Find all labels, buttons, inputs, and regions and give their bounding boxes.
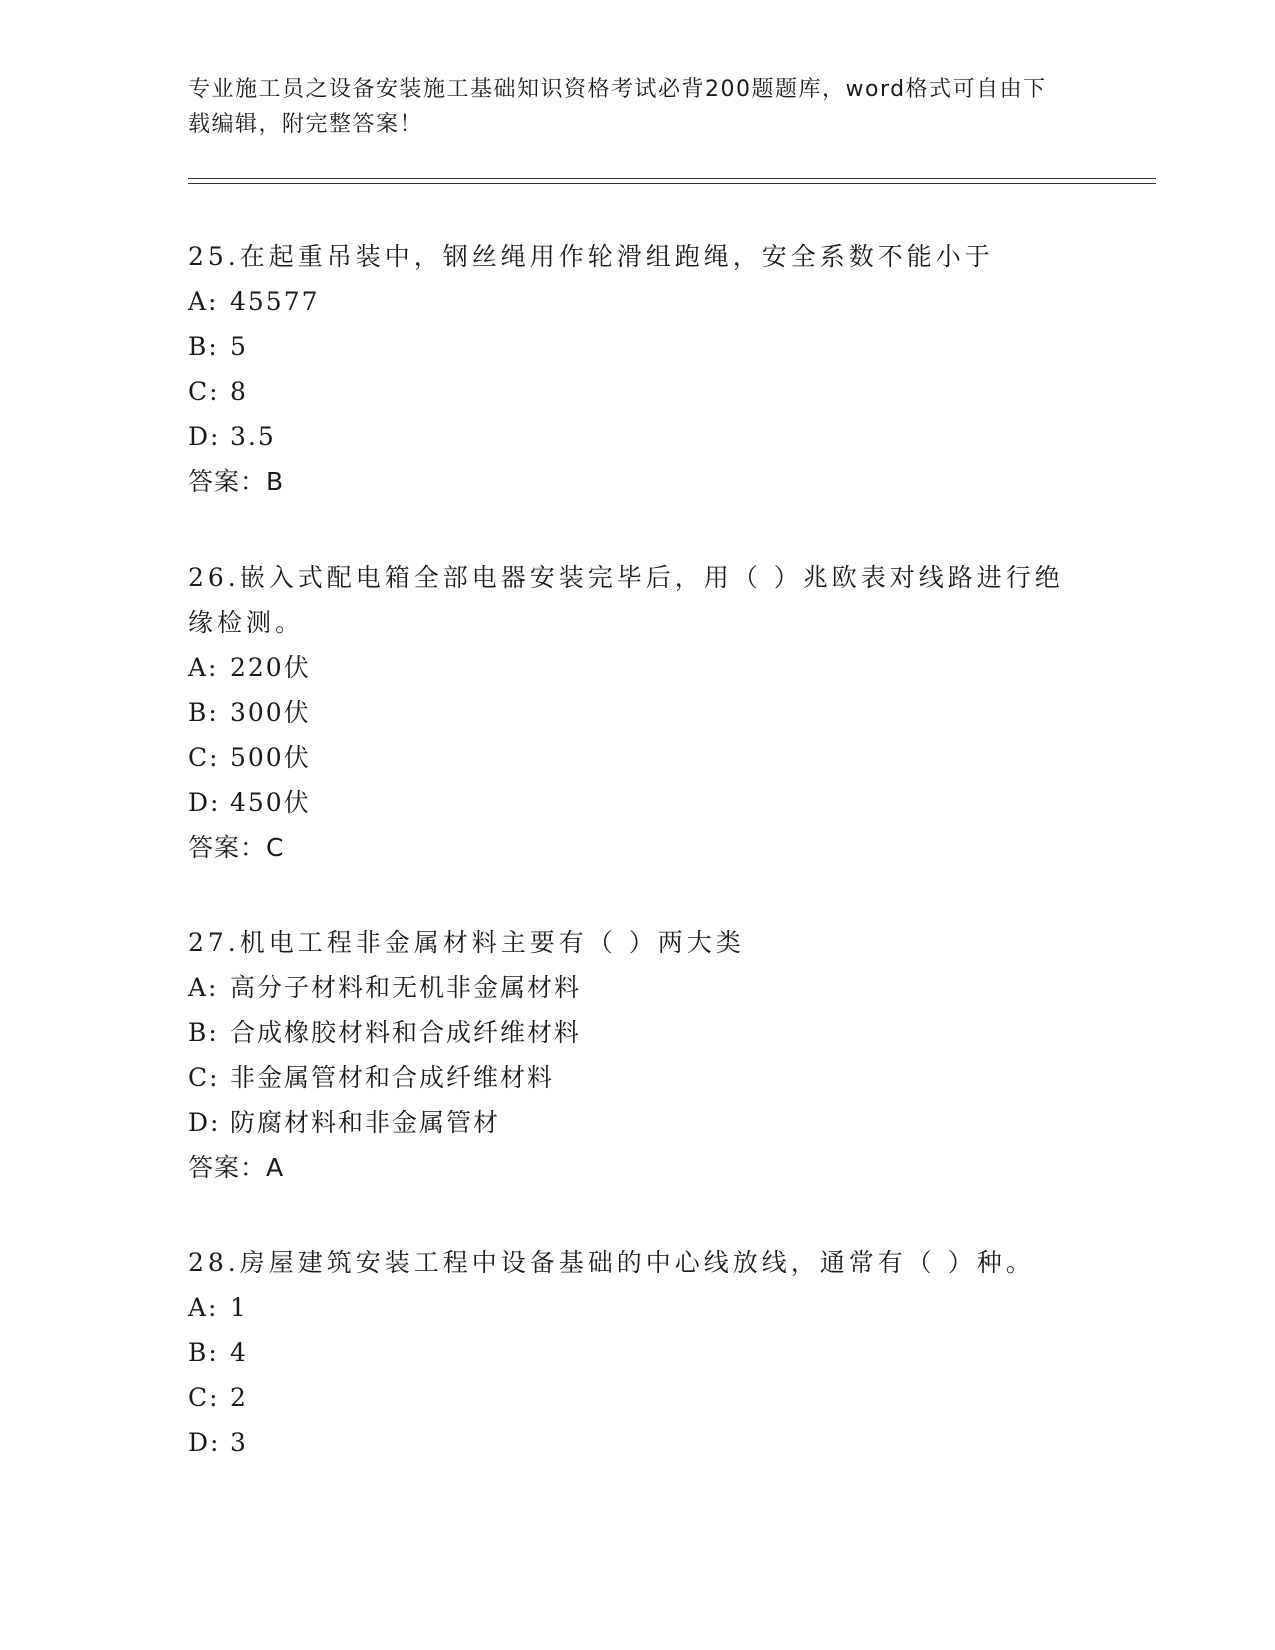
question-25 bbox=[188, 234, 1088, 504]
option-d bbox=[188, 1100, 1088, 1145]
option-text: 45577 bbox=[230, 287, 320, 316]
option-c bbox=[188, 1375, 1088, 1420]
option-label: B: bbox=[188, 332, 219, 361]
option-label: A: bbox=[188, 653, 219, 682]
option-c bbox=[188, 1055, 1088, 1100]
option-b bbox=[188, 1330, 1088, 1375]
option-label: B: bbox=[188, 1338, 219, 1367]
option-a bbox=[188, 279, 1088, 324]
answer-line: 答案：B bbox=[188, 467, 285, 496]
header-divider-top bbox=[188, 178, 1156, 179]
option-text: 1 bbox=[230, 1293, 248, 1322]
option-a bbox=[188, 965, 1088, 1010]
option-text: 2 bbox=[230, 1383, 248, 1412]
question-27 bbox=[188, 920, 1088, 1190]
option-d bbox=[188, 414, 1088, 459]
option-label: D: bbox=[188, 422, 221, 451]
option-text: 非金属管材和合成纤维材料 bbox=[230, 1063, 555, 1092]
option-label: B: bbox=[188, 698, 219, 727]
option-text: 3 bbox=[230, 1428, 248, 1457]
option-label: C: bbox=[188, 377, 220, 406]
option-text: 5 bbox=[230, 332, 248, 361]
option-label: D: bbox=[188, 1108, 221, 1137]
option-text: 4 bbox=[230, 1338, 248, 1367]
document-header: 专业施工员之设备安装施工基础知识资格考试必背200题题库，word格式可自由下载编辑，附完整答案！ bbox=[188, 77, 1047, 137]
option-label: B: bbox=[188, 1018, 219, 1047]
answer-line: 答案：C bbox=[188, 833, 285, 862]
option-text: 220伏 bbox=[230, 653, 311, 682]
option-a bbox=[188, 1285, 1088, 1330]
option-label: C: bbox=[188, 743, 220, 772]
question-stem: 26.嵌入式配电箱全部电器安装完毕后，用（ ）兆欧表对线路进行绝缘检测。 bbox=[188, 563, 1064, 637]
option-c bbox=[188, 735, 1088, 780]
question-stem: 28.房屋建筑安装工程中设备基础的中心线放线，通常有（ ）种。 bbox=[188, 1248, 1035, 1277]
option-text: 300伏 bbox=[230, 698, 311, 727]
option-label: A: bbox=[188, 973, 219, 1002]
option-text: 高分子材料和无机非金属材料 bbox=[230, 973, 582, 1002]
option-label: D: bbox=[188, 788, 221, 817]
option-d bbox=[188, 780, 1088, 825]
question-26 bbox=[188, 555, 1088, 870]
option-label: C: bbox=[188, 1063, 220, 1092]
option-b bbox=[188, 324, 1088, 369]
option-text: 500伏 bbox=[230, 743, 311, 772]
option-label: C: bbox=[188, 1383, 220, 1412]
option-b bbox=[188, 690, 1088, 735]
option-a bbox=[188, 645, 1088, 690]
question-stem: 25.在起重吊装中，钢丝绳用作轮滑组跑绳，安全系数不能小于 bbox=[188, 242, 994, 271]
answer-line: 答案：A bbox=[188, 1153, 285, 1182]
option-b bbox=[188, 1010, 1088, 1055]
option-text: 合成橡胶材料和合成纤维材料 bbox=[230, 1018, 582, 1047]
option-text: 3.5 bbox=[230, 422, 276, 451]
option-text: 8 bbox=[230, 377, 248, 406]
option-label: A: bbox=[188, 287, 219, 316]
option-text: 450伏 bbox=[230, 788, 311, 817]
option-text: 防腐材料和非金属管材 bbox=[230, 1108, 501, 1137]
option-c bbox=[188, 369, 1088, 414]
question-stem: 27.机电工程非金属材料主要有（ ）两大类 bbox=[188, 928, 745, 957]
option-label: D: bbox=[188, 1428, 221, 1457]
option-label: A: bbox=[188, 1293, 219, 1322]
header-divider-bottom bbox=[188, 183, 1156, 184]
question-28 bbox=[188, 1240, 1088, 1465]
option-d bbox=[188, 1420, 1088, 1465]
